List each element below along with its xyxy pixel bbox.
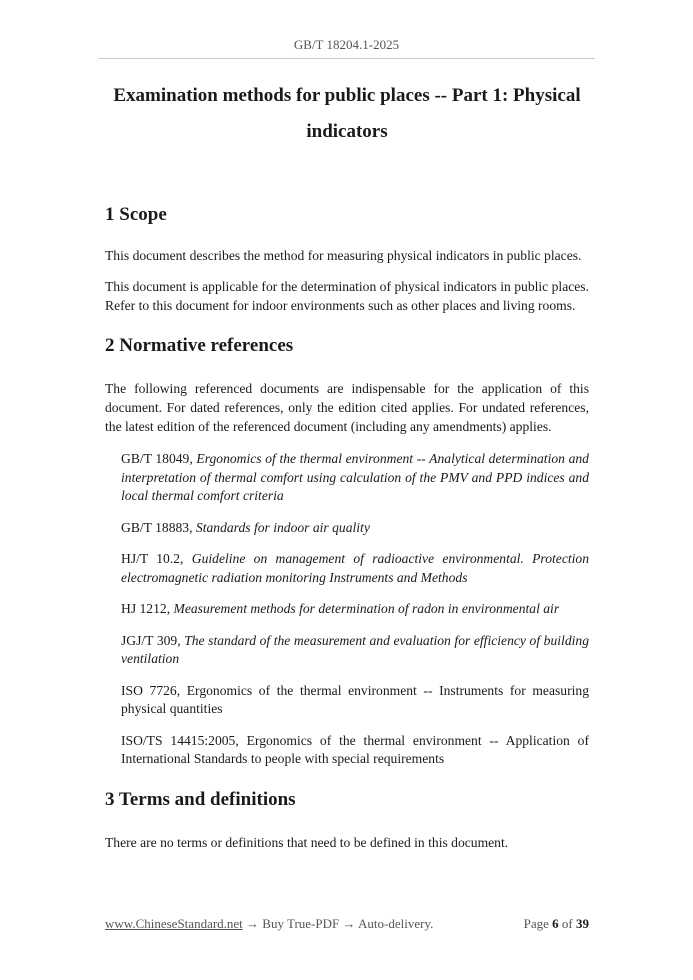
reference-list	[105, 450, 589, 769]
arrow-right-icon: →	[242, 916, 263, 931]
header-divider	[99, 58, 595, 59]
terms-paragraph: There are no terms or definitions that need to be defined in this document.	[105, 834, 509, 850]
reference-item	[121, 632, 589, 669]
scope-paragraph-2: This document is applicable for the determination of physical indicators in public places. Refer to this document for indoor environments such as other places and living rooms.	[105, 279, 589, 313]
reference-code: JGJ/T 309,	[121, 632, 185, 648]
reference-code: ISO/TS 14415:2005,	[121, 732, 247, 748]
page-indicator	[524, 916, 589, 932]
site-link[interactable]: www.ChineseStandard.net	[105, 916, 243, 931]
document-body	[105, 202, 589, 852]
reference-title: Standards for indoor air quality	[195, 519, 370, 535]
reference-code: GB/T 18049,	[121, 451, 197, 466]
buy-pdf-text: Buy True-PDF	[262, 916, 340, 931]
auto-delivery-text: Auto-delivery.	[358, 916, 434, 931]
running-header: GB/T 18204.1-2025	[293, 37, 400, 52]
section-2-heading: 2 Normative references	[105, 335, 294, 356]
page-label: Page	[523, 916, 553, 931]
reference-item	[121, 519, 589, 538]
reference-title: Ergonomics of the thermal environment -- Analytical determination and interpretation of thermal comfort using calculation of the PMV and PPD indices and local thermal comfort criteria	[121, 451, 589, 503]
reference-item	[121, 450, 589, 506]
section-3-heading: 3 Terms and definitions	[105, 788, 296, 810]
reference-item	[121, 600, 589, 619]
reference-item	[121, 732, 589, 769]
reference-item	[121, 550, 589, 587]
arrow-right-icon: →	[339, 916, 359, 931]
title-line-1: Examination methods for public places -- Part 1: Physical	[113, 85, 581, 106]
scope-paragraph-1: This document describes the method for measuring physical indicators in public places.	[105, 248, 582, 263]
footer-promo	[105, 916, 433, 932]
page-of: of	[558, 916, 576, 931]
reference-title: Ergonomics of the thermal environment -- Application of International Standards to people with special requirements	[121, 732, 589, 766]
references-intro: The following referenced documents are indispensable for the application of this document. For dated references, only the edition cited applies. For undated references, the latest edition of the referenced document (including any amendments) applies.	[105, 381, 589, 434]
reference-code: GB/T 18883,	[121, 519, 196, 535]
reference-title: The standard of the measurement and evaluation for efficiency of building ventilation	[121, 632, 589, 666]
reference-code: HJ 1212,	[121, 601, 174, 616]
section-1-heading: 1 Scope	[105, 204, 167, 225]
page-current: 6	[552, 916, 559, 931]
reference-title: Measurement methods for determination of radon in environmental air	[173, 601, 560, 616]
title-line-2: indicators	[306, 121, 388, 142]
reference-item	[121, 682, 589, 719]
reference-title: Ergonomics of the thermal environment -- Instruments for measuring physical quantities	[121, 682, 589, 716]
reference-code: ISO 7726,	[121, 682, 187, 698]
reference-title: Guideline on management of radioactive environmental. Protection electromagnetic radiation monitoring Instruments and Methods	[121, 551, 590, 585]
page-total: 39	[576, 916, 589, 931]
document-title	[99, 78, 595, 150]
reference-code: HJ/T 10.2,	[121, 551, 192, 566]
